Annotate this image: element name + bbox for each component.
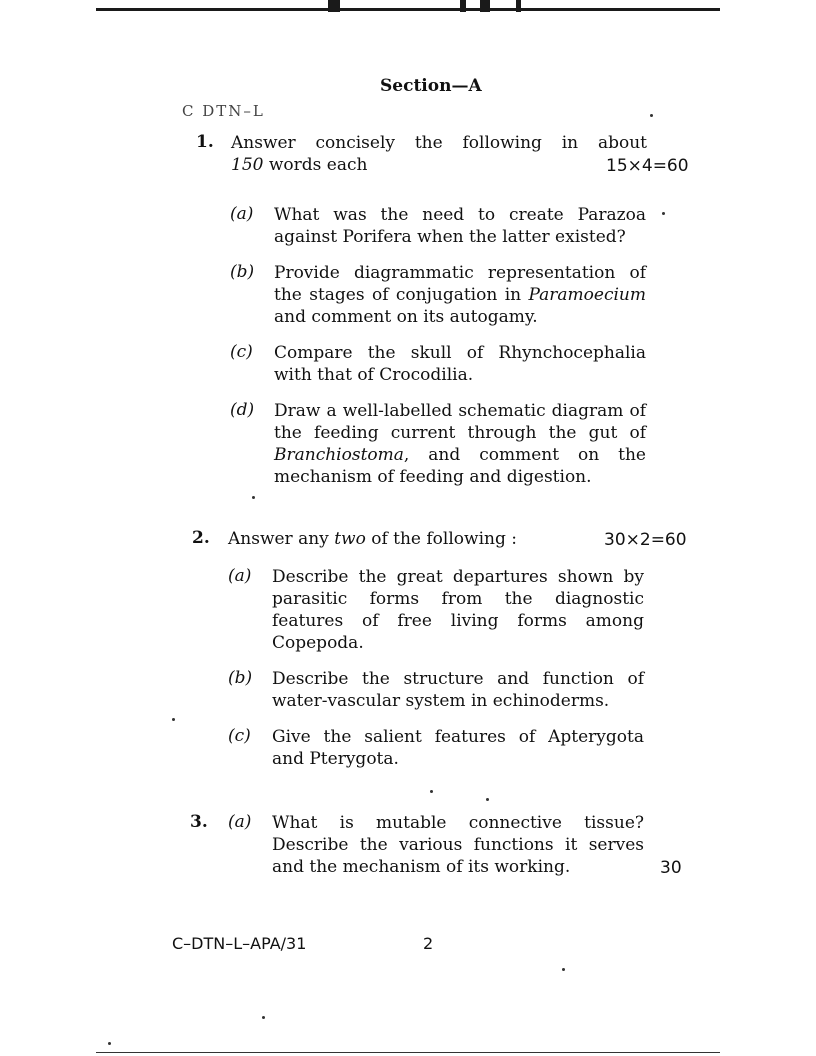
q1-part-b-label: (b)	[230, 262, 255, 282]
question-2-intro: Answer any two of the following :	[228, 529, 517, 549]
scan-bottom-edge	[96, 1052, 720, 1053]
scan-speck	[430, 790, 433, 793]
scan-speck	[252, 496, 255, 499]
section-title: Section—A	[380, 76, 482, 96]
scan-speck	[486, 798, 489, 801]
q2-part-b-label: (b)	[228, 668, 253, 688]
scan-smudge-text: C DTN–L	[182, 102, 265, 120]
question-1-marks: 15×4=60	[606, 156, 689, 176]
question-3-number: 3.	[190, 812, 208, 832]
q2-part-c-label: (c)	[228, 726, 251, 746]
q1-part-b-text: Provide diagrammatic representation of the stages of conjugation in Paramoecium and comment on its autogamy.	[274, 263, 646, 327]
q1-part-d-italic: Branchiostoma	[274, 445, 404, 465]
scan-speck	[650, 114, 653, 117]
page-number: 2	[423, 934, 434, 953]
q3-part-a-text: What is mutable connective tissue? Describe the various functions it serves and the mechanism of its working.	[272, 813, 644, 877]
question-3-marks: 30	[660, 858, 682, 878]
q1-part-d-label: (d)	[230, 400, 255, 420]
q2-part-a-text: Describe the great departures shown by parasitic forms from the diagnostic features of free living forms among Copepoda.	[272, 567, 644, 653]
question-2-number: 2.	[192, 528, 210, 548]
q1-part-c-label: (c)	[230, 342, 253, 362]
scan-speck	[562, 968, 565, 971]
q2-part-c-text: Give the salient features of Apterygota and Pterygota.	[272, 727, 644, 769]
q1-part-b-italic: Paramoecium	[528, 285, 646, 305]
q1-part-a-label: (a)	[230, 204, 254, 224]
question-1-intro-line1: Answer concisely the following in about	[231, 133, 647, 153]
question-1-number: 1.	[196, 132, 214, 152]
scan-speck	[108, 1042, 111, 1045]
question-1-word-count: 150	[231, 155, 264, 175]
question-2-intro-italic: two	[334, 529, 366, 549]
question-1-intro-rest: words each	[268, 155, 368, 175]
scan-speck	[662, 212, 665, 215]
q2-part-b-text: Describe the structure and function of water-vascular system in echinoderms.	[272, 669, 644, 711]
scan-top-marks	[320, 0, 550, 12]
q1-part-a-text: What was the need to create Parazoa against Porifera when the latter existed?	[274, 205, 646, 247]
scan-speck	[172, 718, 175, 721]
paper-code: C–DTN–L–APA/31	[172, 934, 307, 953]
q1-part-d-text: Draw a well-labelled schematic diagram of the feeding current through the gut of Branchiostoma, and comment on the mechanism of feeding and digestion.	[274, 401, 646, 487]
q1-part-c-text: Compare the skull of Rhynchocephalia with that of Crocodilia.	[274, 343, 646, 385]
q3-part-a-label: (a)	[228, 812, 252, 832]
question-2-marks: 30×2=60	[604, 530, 687, 550]
question-1-intro-line2	[231, 154, 367, 176]
scan-speck	[262, 1016, 265, 1019]
q2-part-a-label: (a)	[228, 566, 252, 586]
